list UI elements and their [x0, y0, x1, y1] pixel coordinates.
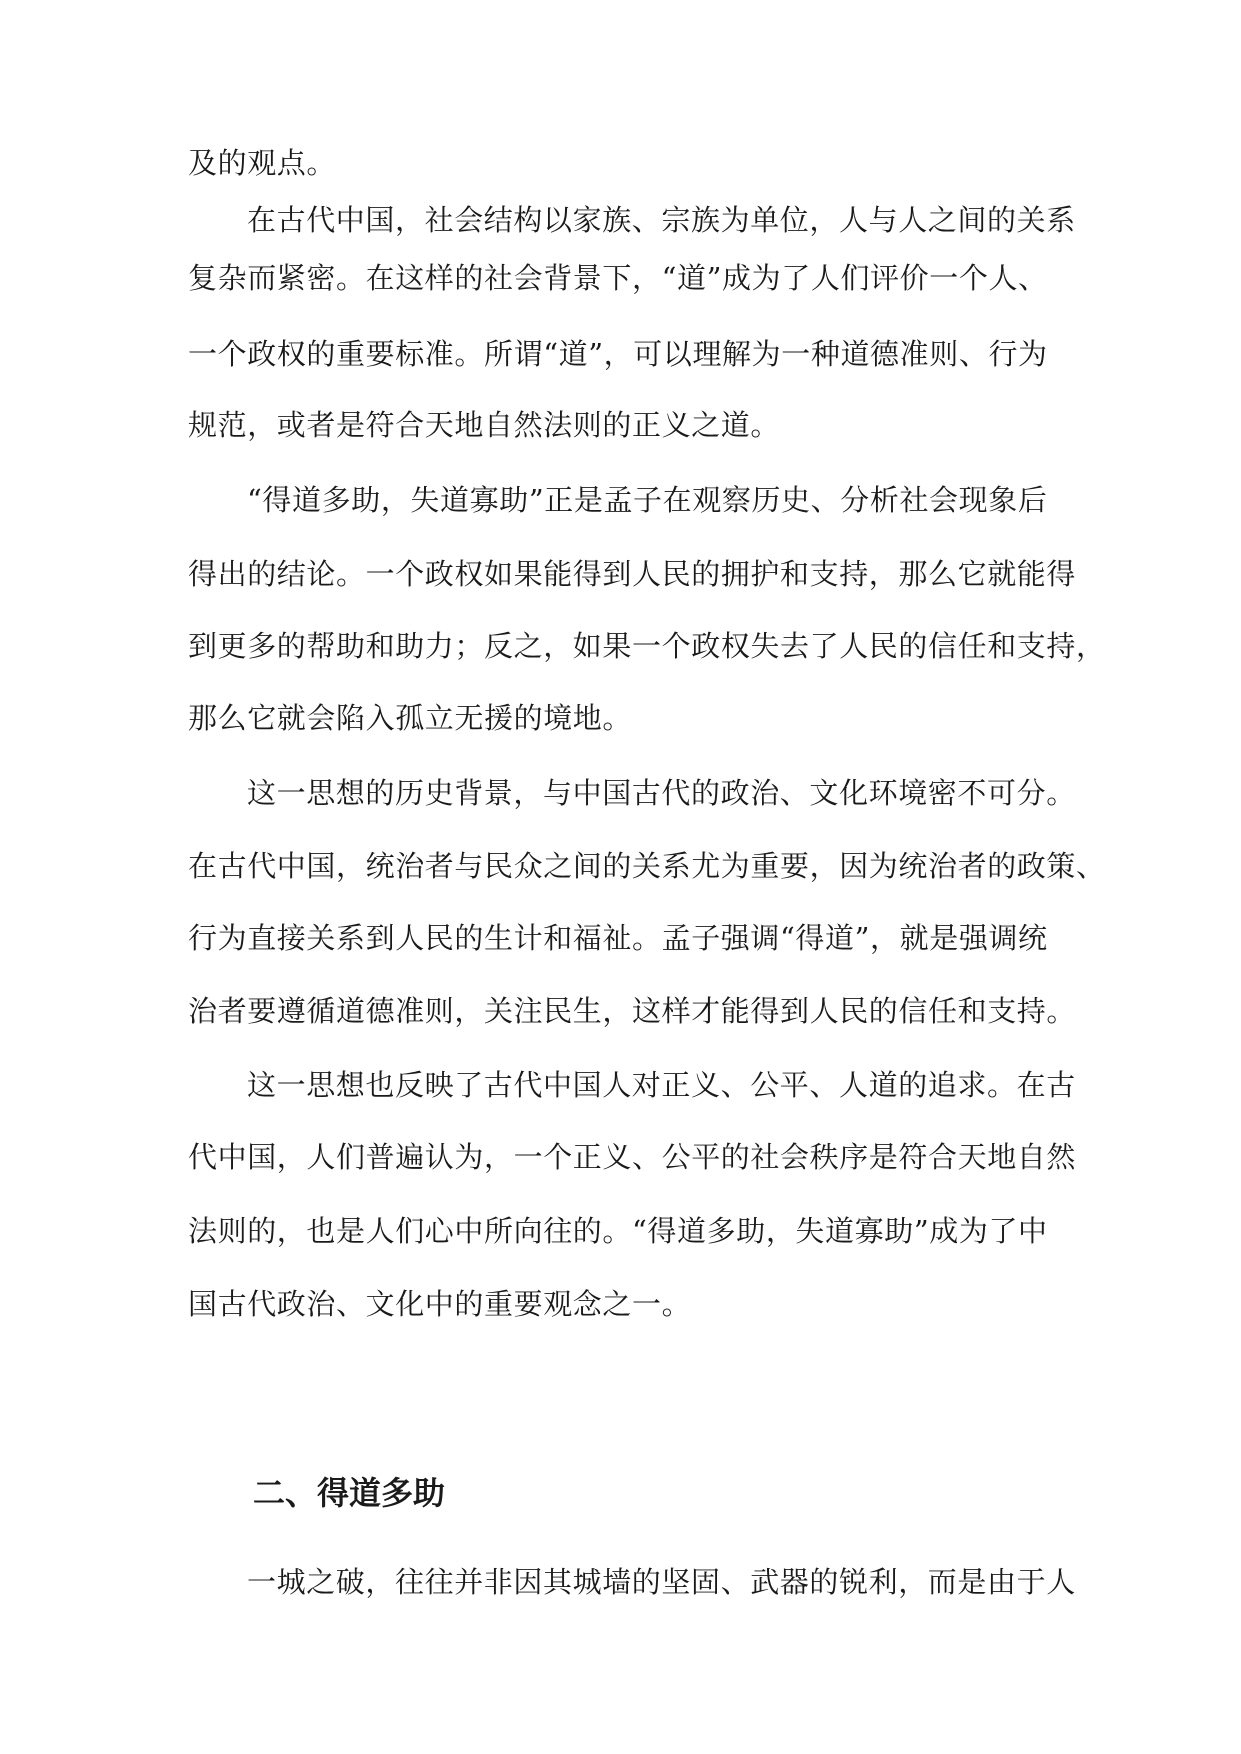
paragraph-line-11: 在古代中国，统治者与民众之间的关系尤为重要，因为统治者的政策、 — [188, 849, 1106, 883]
paragraph-line-9: 那么它就会陷入孤立无援的境地。 — [188, 701, 633, 735]
paragraph-line-17: 国古代政治、文化中的重要观念之一。 — [188, 1287, 692, 1321]
paragraph-line-16: 法则的，也是人们心中所向往的。“得道多助，失道寡助”成为了中 — [188, 1214, 1048, 1248]
paragraph-line-13: 治者要遵循道德准则，关注民生，这样才能得到人民的信任和支持。 — [188, 994, 1077, 1028]
paragraph-line-1: 及的观点。 — [188, 146, 337, 180]
paragraph-line-12: 行为直接关系到人民的生计和福祉。孟子强调“得道”，就是强调统 — [188, 921, 1048, 955]
paragraph-line-3: 复杂而紧密。在这样的社会背景下，“道”成为了人们评价一个人、 — [188, 261, 1048, 295]
paragraph-line-2: 在古代中国，社会结构以家族、宗族为单位，人与人之间的关系 — [247, 203, 1076, 237]
paragraph-line-8: 到更多的帮助和助力；反之，如果一个政权失去了人民的信任和支持， — [188, 629, 1106, 663]
paragraph-line-6: “得道多助，失道寡助”正是孟子在观察历史、分析社会现象后 — [247, 483, 1048, 517]
paragraph-line-15: 代中国，人们普遍认为，一个正义、公平的社会秩序是符合天地自然 — [188, 1140, 1077, 1174]
paragraph-line-4: 一个政权的重要标准。所谓“道”，可以理解为一种道德准则、行为 — [188, 337, 1048, 371]
paragraph-line-10: 这一思想的历史背景，与中国古代的政治、文化环境密不可分。 — [247, 776, 1076, 810]
paragraph-line-18: 一城之破，往往并非因其城墙的坚固、武器的锐利，而是由于人 — [247, 1565, 1076, 1599]
paragraph-line-7: 得出的结论。一个政权如果能得到人民的拥护和支持，那么它就能得 — [188, 557, 1077, 591]
paragraph-line-5: 规范，或者是符合天地自然法则的正义之道。 — [188, 408, 781, 442]
paragraph-line-14: 这一思想也反映了古代中国人对正义、公平、人道的追求。在古 — [247, 1068, 1076, 1102]
section-heading: 二、得道多助 — [253, 1474, 446, 1512]
